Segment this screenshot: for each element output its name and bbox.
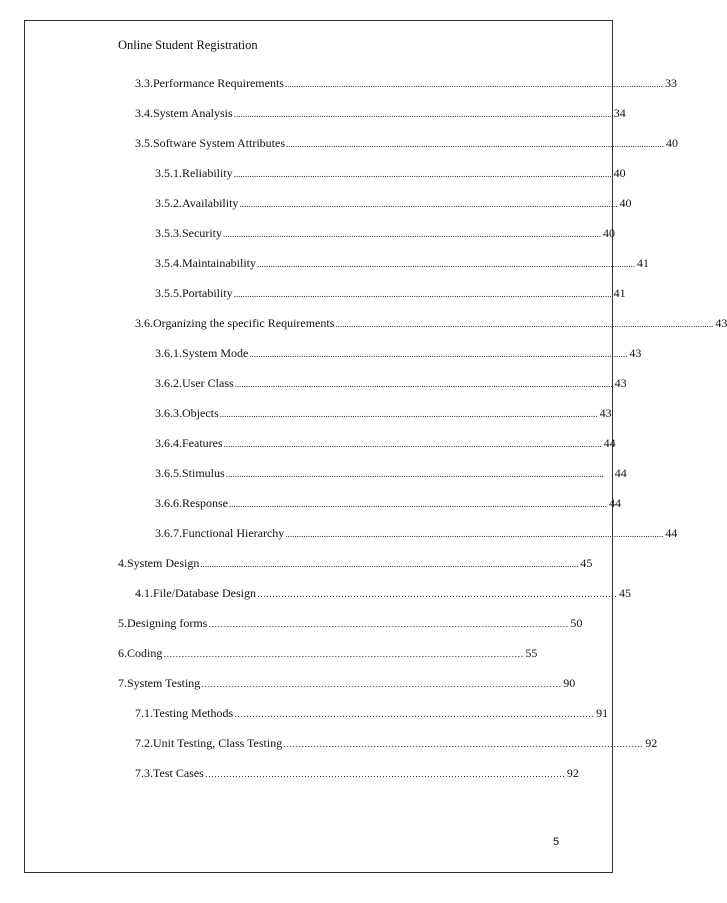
toc-entry [135,765,579,781]
toc-entry [155,495,621,511]
toc-entry-page: 92 [645,736,658,750]
toc-leader-dots: ………………………………………………………………………………………………………… [256,589,617,599]
toc-entry-number: 7.1. [135,706,153,720]
toc-entry-title: Response [182,496,228,510]
toc-entry-title: Portability [182,286,233,300]
toc-entry-number: 3.5. [135,136,153,150]
toc-entry-page: 50 [570,616,583,630]
toc-entry-title: Coding [127,646,163,660]
toc-entry [155,285,626,301]
toc-entry-page: 40 [619,196,632,210]
toc-entry-number: 3.5.3. [155,226,182,240]
toc-leader-dots: ........................................................................................................................................................................ [200,559,579,569]
toc-leader-dots: ........................................................................................................................................................................ [285,529,664,539]
toc-leader-dots: ........................................................................................................................................................................ [223,439,602,449]
toc-entry-number: 7.2. [135,736,153,750]
toc-leader-dots: ………………………………………………………………………………………………………… [283,739,644,749]
toc-entry-page: 40 [603,226,615,240]
toc-entry [135,735,658,751]
toc-leader-dots: ........................................................................................................................................................................ [335,319,714,329]
toc-leader-dots: ………………………………………………………………………………………………………… [208,619,569,629]
toc-entry-title: System Mode [182,346,249,360]
toc-entry [155,225,615,241]
toc-leader-dots: ........................................................................................................................................................................ [249,349,628,359]
toc-entry-number: 7. [118,676,127,690]
toc-leader-dots: ........................................................................................................................................................................ [219,409,598,419]
toc-entry-number: 7.3. [135,766,153,780]
toc-leader-dots: ........................................................................................................................................................................ [233,169,612,179]
toc-entry-title: Organizing the specific Requirements [153,316,335,330]
toc-entry-number: 5. [118,616,127,630]
toc-entry-number: 3.6.1. [155,346,182,360]
toc-entry [155,405,612,421]
toc-leader-dots: ........................................................................................................................................................................ [257,259,635,269]
toc-entry-title: System Design [127,556,200,570]
toc-entry [155,465,627,481]
toc-leader-dots: ........................................................................................................................................................................ [286,139,664,149]
toc-entry-number: 3.6. [135,316,153,330]
toc-leader-dots: ........................................................................................................................................................................ [233,109,612,119]
toc-entry-title: Features [182,436,223,450]
toc-entry [135,135,678,151]
toc-entry [118,645,538,661]
toc-entry-number: 3.6.5. [155,466,182,480]
toc-entry-page: 44 [603,436,616,450]
toc-entry-page: 43 [614,376,627,390]
toc-entry [135,315,727,331]
toc-entry-number: 3.5.2. [155,196,182,210]
toc-leader-dots: ………………………………………………………………………………………………………… [204,769,565,779]
toc-entry-page: 44 [614,466,627,480]
toc-entry-page: 40 [666,136,678,150]
toc-entry-number: 3.6.4. [155,436,182,450]
toc-entry-number: 3.6.3. [155,406,182,420]
toc-entry-page: 91 [596,706,609,720]
toc-entry-page: 43 [599,406,612,420]
toc-leader-dots: ........................................................................................................................................................................ [239,199,618,209]
toc-entry-number: 3.3. [135,76,153,90]
toc-leader-dots: ........................................................................................................................................................................ [284,79,663,89]
toc-entry [135,75,677,91]
toc-entry-title: Functional Hierarchy [182,526,285,540]
toc-entry-title: Objects [182,406,219,420]
toc-leader-dots: ........................................................................................................................................................................ [223,229,601,239]
toc-entry [155,345,642,361]
toc-entry-page: 43 [629,346,642,360]
toc-entry-title: Unit Testing, Class Testing [153,736,283,750]
toc-entry-title: Designing forms [127,616,208,630]
toc-entry-page: 44 [609,496,621,510]
page-number: 5 [553,836,560,848]
toc-leader-dots: ………………………………………………………………………………………………………… [234,709,595,719]
toc-entry [135,105,626,121]
toc-entry-number: 3.6.7. [155,526,182,540]
toc-entry-title: System Testing [127,676,201,690]
toc-entry [155,255,649,271]
toc-entry [155,525,678,541]
toc-entry [118,675,576,691]
toc-entry-page: 43 [715,316,727,330]
toc-entry-number: 3.5.4. [155,256,182,270]
toc-entry [155,375,627,391]
toc-entry-title: Performance Requirements [153,76,284,90]
toc-leader-dots: ........................................................................................................................................................................ [233,289,612,299]
toc-entry-title: Test Cases [153,766,204,780]
toc-leader-dots: ………………………………………………………………………………………………………… [201,679,562,689]
toc-entry-page: 41 [613,286,626,300]
toc-leader-dots: ………………………………………………………………………………………………………… [163,649,524,659]
toc-entry-title: User Class [182,376,234,390]
toc-entry [155,195,632,211]
toc-entry-page: 34 [613,106,626,120]
toc-entry-page: 40 [613,166,626,180]
toc-entry [155,165,626,181]
toc-entry-number: 3.5.1. [155,166,182,180]
toc-entry-page: 33 [664,76,677,90]
toc-leader-dots: ........................................................................................................................................................................ [229,499,607,509]
toc-entry-title: System Analysis [153,106,233,120]
toc-entry-page: 45 [580,556,593,570]
toc-entry-title: Availability [182,196,239,210]
toc-entry [155,435,616,451]
toc-entry-title: Stimulus [182,466,225,480]
toc-leader-dots: ........................................................................................................................................................................ [225,469,604,479]
toc-entry-number: 3.6.2. [155,376,182,390]
toc-entry-number: 3.6.6. [155,496,182,510]
toc-entry-title: File/Database Design [153,586,256,600]
running-header: Online Student Registration [118,38,258,52]
toc-entry [135,705,609,721]
toc-entry-number: 3.4. [135,106,153,120]
toc-entry-page: 45 [618,586,631,600]
toc-entry-title: Testing Methods [153,706,234,720]
toc-entry-number: 3.5.5. [155,286,182,300]
toc-leader-dots: ........................................................................................................................................................................ [234,379,613,389]
toc-entry [118,615,583,631]
toc-entry-title: Software System Attributes [153,136,285,150]
toc-entry-page: 44 [665,526,678,540]
toc-entry-page: 92 [566,766,579,780]
toc-entry-title: Maintainability [182,256,256,270]
toc-entry-page: 41 [637,256,649,270]
toc-entry-title: Reliability [182,166,233,180]
toc-entry-page: 90 [563,676,576,690]
toc-entry-title: Security [182,226,222,240]
toc-entry [135,585,631,601]
toc-entry-number: 6. [118,646,127,660]
toc-entry [118,555,593,571]
toc-entry-number: 4. [118,556,127,570]
toc-entry-page: 55 [525,646,538,660]
toc-entry-number: 4.1. [135,586,153,600]
